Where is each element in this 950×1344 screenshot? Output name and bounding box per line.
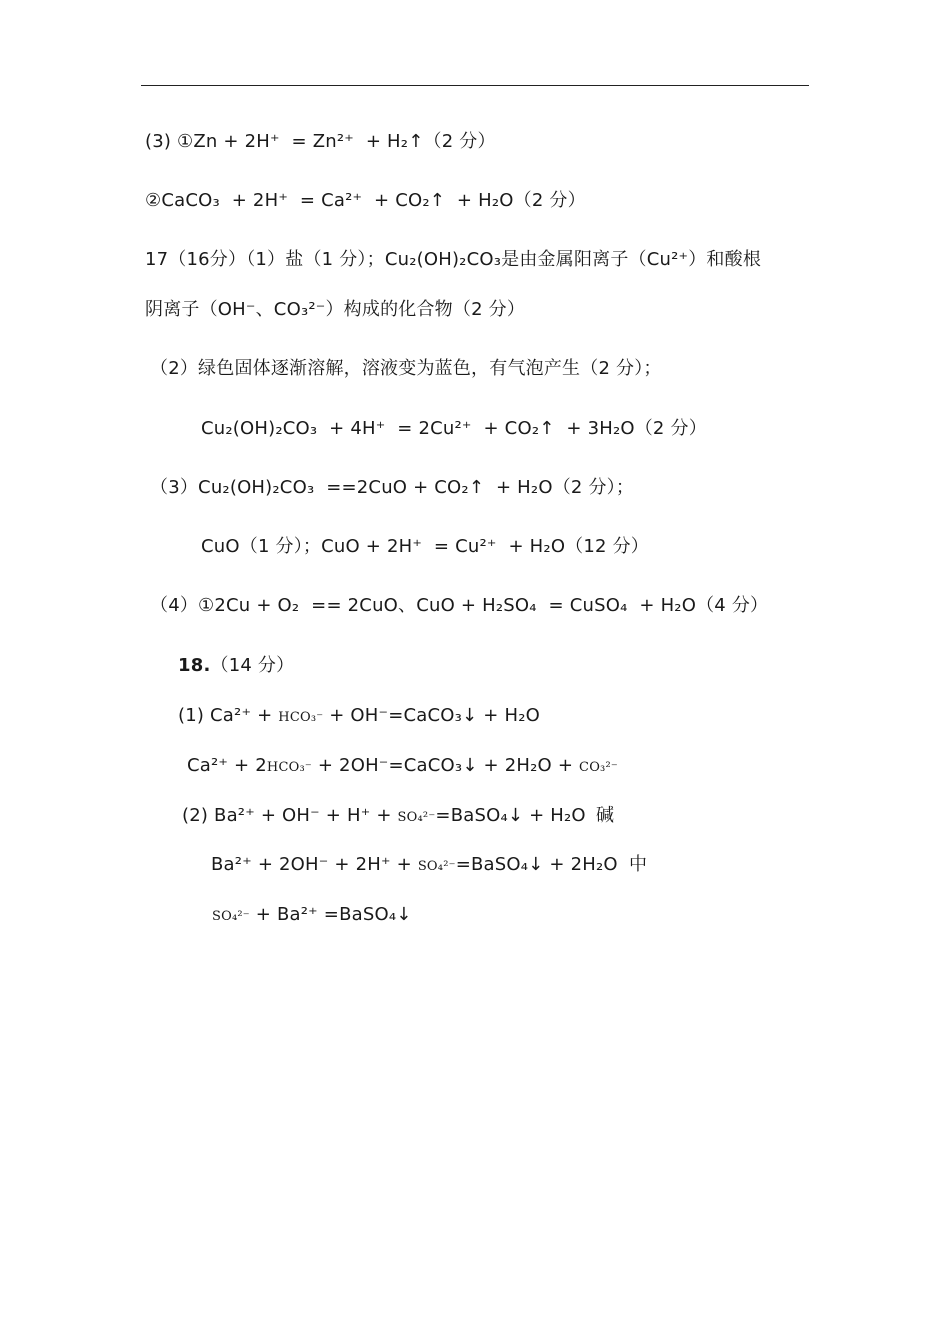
- answer-line-caco3: ②CaCO₃ + 2H⁺ = Ca²⁺ + CO₂↑ + H₂O（2 分）: [145, 190, 586, 211]
- answer-line-17-1: 17（16分）（1）盐（1 分）；Cu₂(OH)₂CO₃是由金属阳离子（Cu²⁺）和酸根: [145, 249, 762, 270]
- question-score: （14 分）: [210, 655, 295, 676]
- q18-eq2: Ca²⁺ + 2HCO₃⁻ + 2OH⁻=CaCO₃↓ + 2H₂O + CO₃²⁻: [187, 755, 618, 776]
- answer-line-17-3-cuo: CuO（1 分）；CuO + 2H⁺ = Cu²⁺ + H₂O（12 分）: [201, 536, 650, 557]
- q18-eq5: SO₄²⁻ + Ba²⁺ =BaSO₄↓: [212, 904, 412, 925]
- answer-line-17-1-cont: 阴离子（OH⁻、CO₃²⁻）构成的化合物（2 分）: [145, 299, 526, 320]
- answer-line-17-2-eq: Cu₂(OH)₂CO₃ + 4H⁺ = 2Cu²⁺ + CO₂↑ + 3H₂O（2 分）: [201, 418, 707, 439]
- q18-eq3: (2) Ba²⁺ + OH⁻ + H⁺ + SO₄²⁻=BaSO₄↓ + H₂O: [182, 805, 586, 826]
- so4-ion: SO₄²⁻: [212, 909, 250, 924]
- answer-line-17-2: （2）绿色固体逐渐溶解，溶液变为蓝色，有气泡产生（2 分）；: [150, 358, 662, 379]
- header-rule: [141, 85, 809, 86]
- q18-eq3-note: 碱: [596, 805, 615, 826]
- answer-line-17-3: （3）Cu₂(OH)₂CO₃ ==2CuO + CO₂↑ + H₂O（2 分）；: [150, 477, 635, 498]
- answer-line-17-4: （4）①2Cu + O₂ == 2CuO、CuO + H₂SO₄ = CuSO₄ + H₂O（4 分）: [150, 595, 769, 616]
- q18-eq4: Ba²⁺ + 2OH⁻ + 2H⁺ + SO₄²⁻=BaSO₄↓ + 2H₂O: [211, 854, 618, 875]
- question-number: 18.: [178, 655, 211, 676]
- hco3-ion: HCO₃⁻: [278, 710, 324, 725]
- so4-ion: SO₄²⁻: [397, 810, 436, 825]
- co3-ion: CO₃²⁻: [579, 760, 618, 775]
- hco3-ion: HCO₃⁻: [266, 760, 312, 775]
- so4-ion: SO₄²⁻: [417, 859, 456, 874]
- answer-line-3-zn: (3) ①Zn + 2H⁺ = Zn²⁺ + H₂↑（2 分）: [145, 131, 496, 152]
- q18-eq1: (1) Ca²⁺ + HCO₃⁻ + OH⁻=CaCO₃↓ + H₂O: [178, 705, 540, 726]
- question-18-heading: [178, 655, 294, 677]
- q18-eq4-note: 中: [629, 854, 648, 875]
